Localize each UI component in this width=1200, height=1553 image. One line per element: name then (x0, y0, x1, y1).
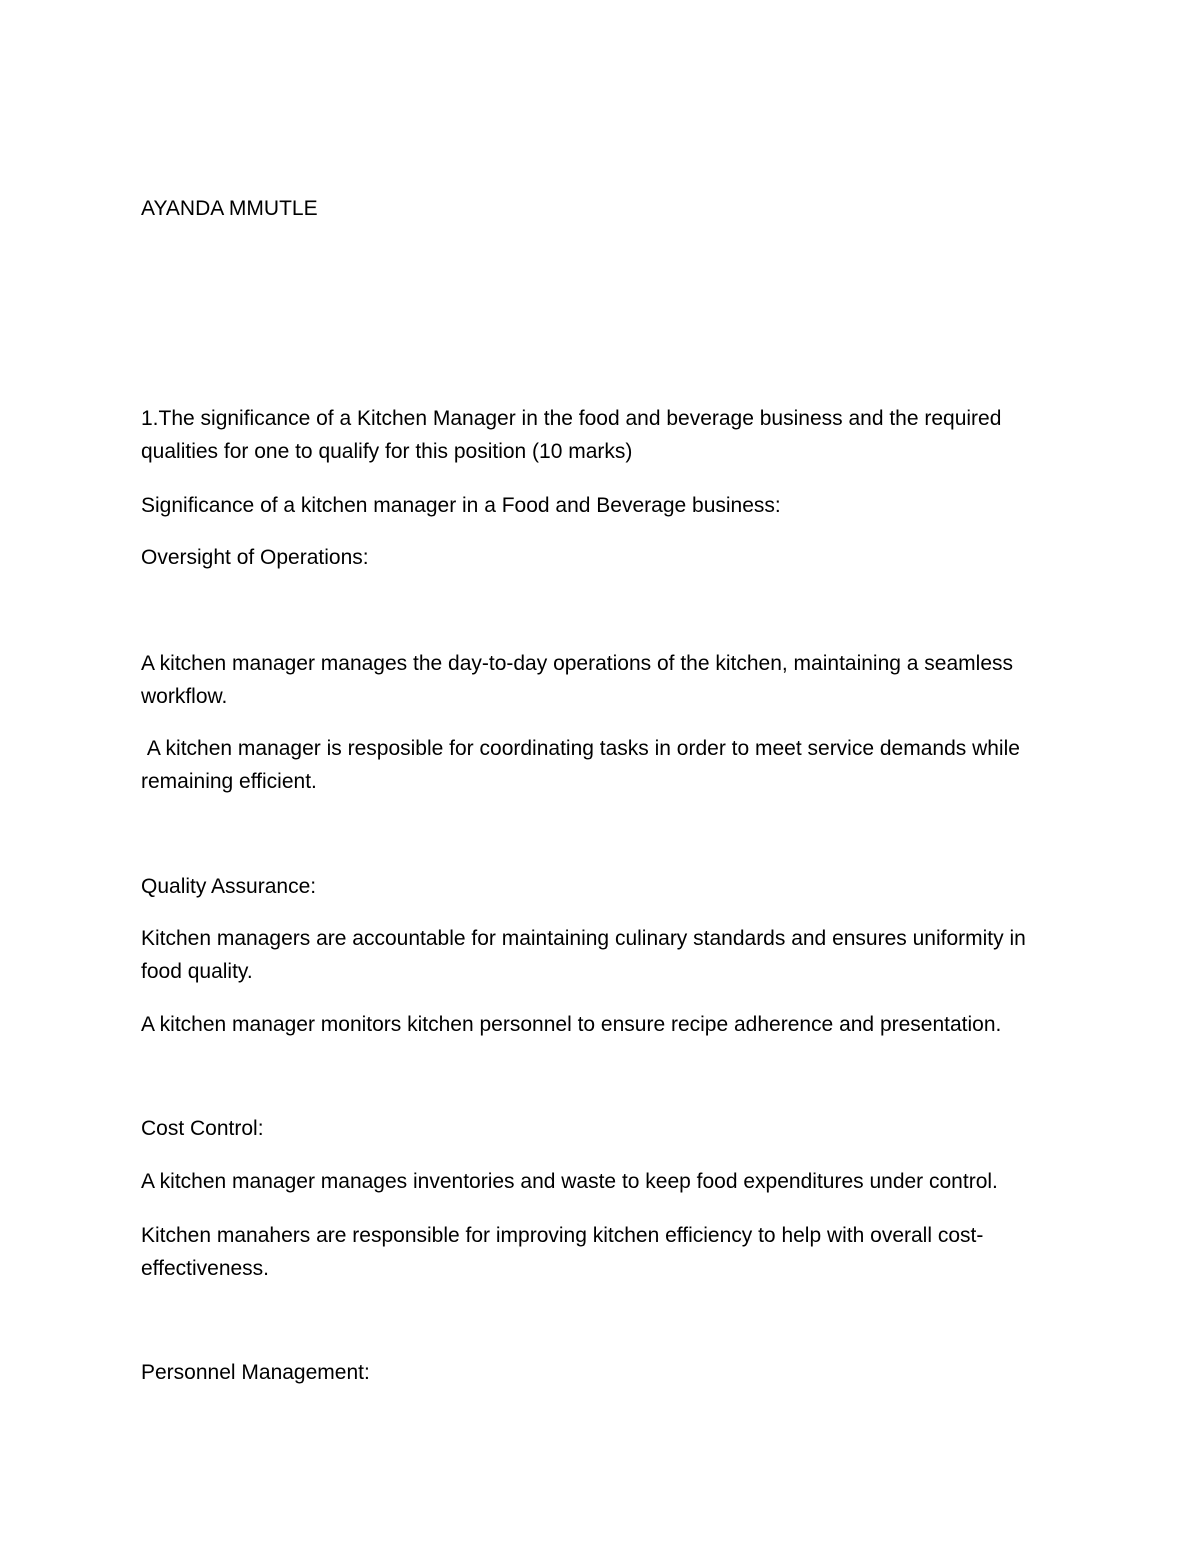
section-heading: Significance of a kitchen manager in a Food and Beverage business: (141, 494, 781, 517)
heading-quality-assurance: Quality Assurance: (141, 875, 317, 898)
question-text: 1.The significance of a Kitchen Manager in the food and beverage business and the required qualities for one to qualify for this position (10 marks) (141, 407, 1002, 463)
heading-personnel-management: Personnel Management: (141, 1361, 370, 1384)
heading-oversight-of-operations: Oversight of Operations: (141, 546, 369, 569)
paragraph-quality-2: A kitchen manager monitors kitchen personnel to ensure recipe adherence and presentation. (141, 1013, 1002, 1036)
paragraph-operations-1: A kitchen manager manages the day-to-day operations of the kitchen, maintaining a seamless workflow. (141, 652, 1014, 708)
heading-cost-control: Cost Control: (141, 1117, 264, 1140)
paragraph-cost-1: A kitchen manager manages inventories and waste to keep food expenditures under control. (141, 1170, 998, 1193)
paragraph-operations-2: A kitchen manager is resposible for coordinating tasks in order to meet service demands while remaining efficient. (141, 737, 1026, 793)
paragraph-quality-1: Kitchen managers are accountable for maintaining culinary standards and ensures uniformity in food quality. (141, 927, 1026, 983)
author-name: AYANDA MMUTLE (141, 197, 318, 220)
paragraph-cost-2: Kitchen manahers are responsible for improving kitchen efficiency to help with overall cost-effectiveness. (141, 1224, 984, 1280)
